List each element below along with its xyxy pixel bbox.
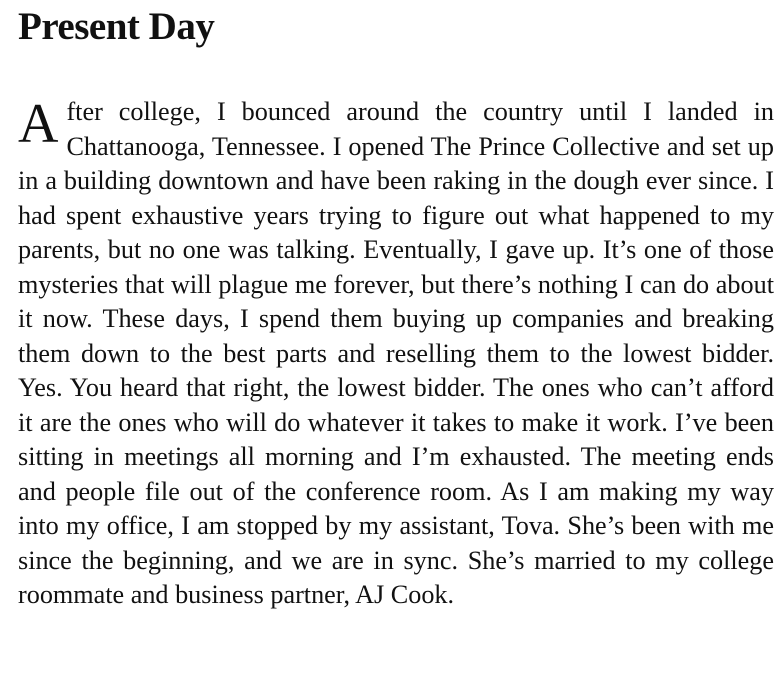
drop-cap: A <box>18 93 59 155</box>
paragraph-text: fter college, I bounced around the country until I landed in Chattanooga, Tennessee. I opened The Prince Collective and set up in a building downtown and have been raking in the dough ever since. I had spent exhaustive years trying to figure out what happened to my parents, but no one was talking. Eventually, I gave up. It’s one of those mysteries that will plague me forever, but there’s nothing I can do about it now. These days, I spend them buying up companies and breaking them down to the best parts and reselling them to the lowest bidder. Yes. You heard that right, the lowest bidder. The ones who can’t afford it are the ones who will do whatever it takes to make it work. I’ve been sitting in meetings all morning and I’m exhausted. The meeting ends and people file out of the conference room. As I am making my way into my office, I am stopped by my assistant, Tova. She’s been with me since the beginning, and we are in sync. She’s married to my college roommate and business partner, AJ Cook. <box>18 97 774 609</box>
chapter-title: Present Day <box>18 5 215 48</box>
document-page <box>18 0 774 609</box>
body-paragraph <box>18 95 774 613</box>
chapter-body <box>18 95 774 613</box>
